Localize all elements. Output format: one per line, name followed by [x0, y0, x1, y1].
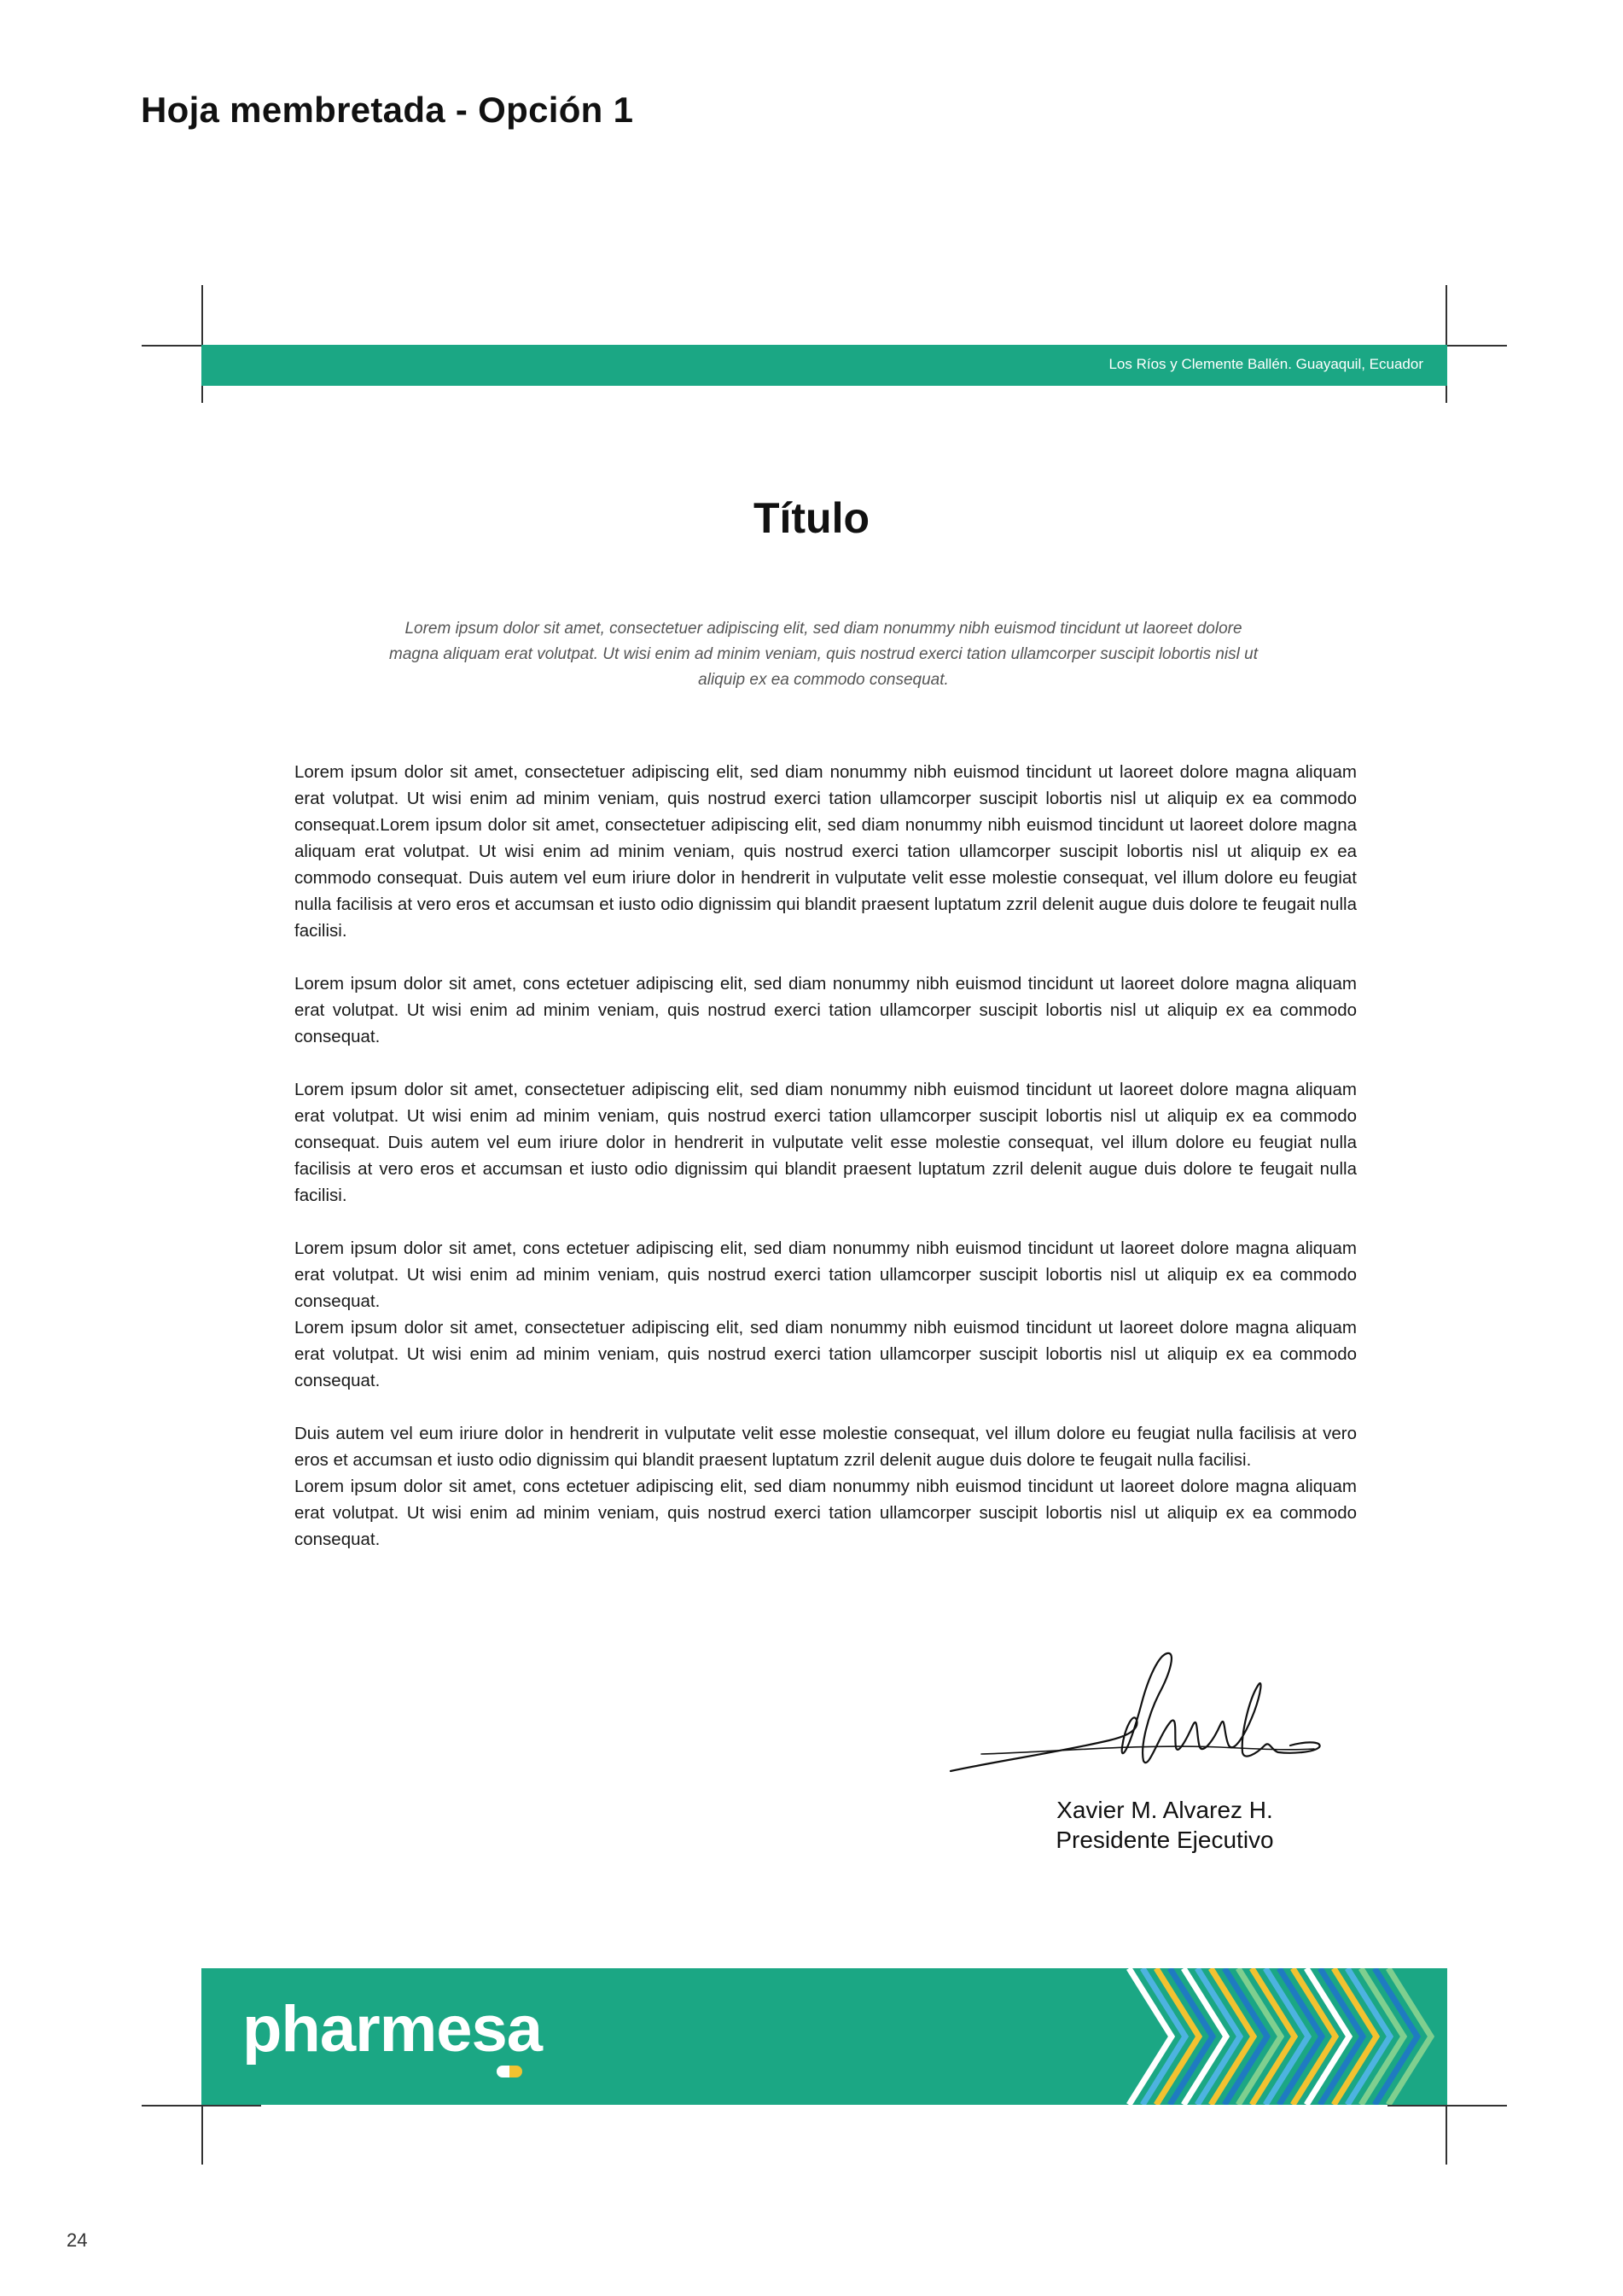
page-number: 24 [67, 2229, 88, 2251]
body-paragraph: Duis autem vel eum iriure dolor in hendrerit in vulputate velit esse molestie consequat, vel illum dolore eu feugiat nulla facilisis at vero eros et accumsan et iusto odio dignissim qui blandit praesent luptatum zzril delenit augue duis dolore te feugait nulla facilisi. [294, 1424, 1357, 1470]
body-paragraph: Lorem ipsum dolor sit amet, consectetuer adipiscing elit, sed diam nonummy nibh euismod tincidunt ut laoreet dolore magna aliquam erat volutpat. Ut wisi enim ad minim veniam, quis nostrud exerci tation ullamcorper suscipit lobortis nisl ut aliquip ex ea commodo consequat.Lorem ipsum dolor sit amet, consectetuer adipiscing elit, sed diam nonummy nibh euismod tincidunt ut laoreet dolore magna aliquam erat volutpat. Ut wisi enim ad minim veniam, quis nostrud exerci tation ullamcorper suscipit lobortis nisl ut aliquip ex ea commodo consequat. Duis autem vel eum iriure dolor in hendrerit in vulputate velit esse molestie consequat, vel illum dolore eu feugiat nulla facilisis at vero eros et accumsan et iusto odio dignissim qui blandit praesent luptatum zzril delenit augue duis dolore te feugait nulla facilisi. [294, 762, 1357, 941]
document-title: Título [753, 494, 870, 542]
signer-name: Xavier M. Alvarez H. [1056, 1797, 1273, 1823]
body-paragraph: Lorem ipsum dolor sit amet, consectetuer adipiscing elit, sed diam nonummy nibh euismod tincidunt ut laoreet dolore magna aliquam erat volutpat. Ut wisi enim ad minim veniam, quis nostrud exerci tation ullamcorper suscipit lobortis nisl ut aliquip ex ea commodo consequat. [294, 1318, 1357, 1390]
crop-mark [142, 2105, 261, 2107]
body-paragraph: Lorem ipsum dolor sit amet, cons ectetuer adipiscing elit, sed diam nonummy nibh euismod tincidunt ut laoreet dolore magna aliquam erat volutpat. Ut wisi enim ad minim veniam, quis nostrud exerci tation ullamcorper suscipit lobortis nisl ut aliquip ex ea commodo consequat. [294, 1477, 1357, 1549]
signature-scribble [947, 1652, 1323, 1788]
signer-role: Presidente Ejecutivo [1056, 1827, 1274, 1853]
logo-pill-icon [497, 2066, 522, 2077]
body-paragraph: Lorem ipsum dolor sit amet, cons ectetuer adipiscing elit, sed diam nonummy nibh euismod tincidunt ut laoreet dolore magna aliquam erat volutpat. Ut wisi enim ad minim veniam, quis nostrud exerci tation ullamcorper suscipit lobortis nisl ut aliquip ex ea commodo consequat. [294, 974, 1357, 1046]
pharmesa-logo: pharmesa [242, 1993, 543, 2066]
crop-mark [1387, 2105, 1507, 2107]
body-text [294, 759, 1357, 1579]
body-paragraph: Lorem ipsum dolor sit amet, consectetuer adipiscing elit, sed diam nonummy nibh euismod tincidunt ut laoreet dolore magna aliquam erat volutpat. Ut wisi enim ad minim veniam, quis nostrud exerci tation ullamcorper suscipit lobortis nisl ut aliquip ex ea commodo consequat. Duis autem vel eum iriure dolor in hendrerit in vulputate velit esse molestie consequat, vel illum dolore eu feugiat nulla facilisis at vero eros et accumsan et iusto odio dignissim qui blandit praesent luptatum zzril delenit augue duis dolore te feugait nulla facilisi. [294, 1080, 1357, 1205]
header-address: Los Ríos y Clemente Ballén. Guayaquil, Ecuador [1108, 356, 1423, 372]
document-subtitle: Lorem ipsum dolor sit amet, consectetuer adipiscing elit, sed diam nonummy nibh euismod tincidunt ut laoreet dolore magna aliquam erat volutpat. Ut wisi enim ad minim veniam, quis nostrud exerci tation ullamcorper suscipit lobortis nisl ut aliquip ex ea commodo consequat. [389, 620, 1258, 689]
page-heading: Hoja membretada - Opción 1 [141, 90, 634, 130]
chevron-pattern [1126, 1968, 1447, 2105]
letterhead-bottom-band [201, 1968, 1447, 2105]
body-paragraph: Lorem ipsum dolor sit amet, cons ectetuer adipiscing elit, sed diam nonummy nibh euismod tincidunt ut laoreet dolore magna aliquam erat volutpat. Ut wisi enim ad minim veniam, quis nostrud exerci tation ullamcorper suscipit lobortis nisl ut aliquip ex ea commodo consequat. [294, 1238, 1357, 1311]
letterhead-top-band [201, 345, 1447, 386]
